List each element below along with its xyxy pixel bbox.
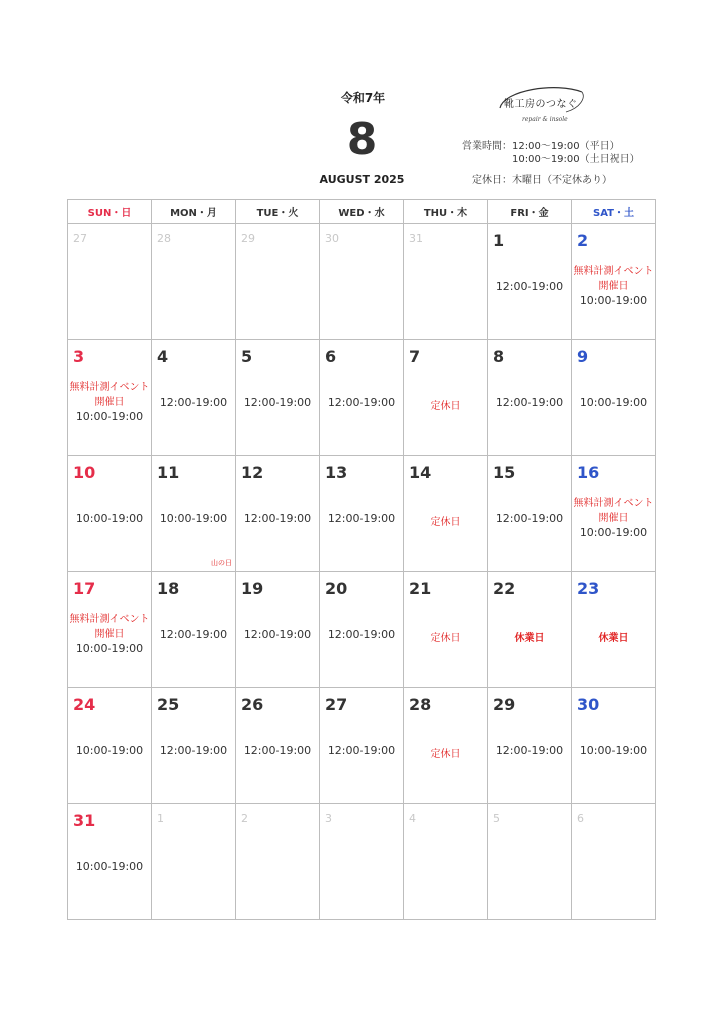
day-number: 29 — [241, 232, 255, 245]
day-number: 12 — [241, 463, 264, 482]
calendar-body — [68, 224, 656, 920]
weekday-fri: FRI・金 — [488, 200, 572, 224]
business-hours-weekday: 営業時間：12:00～19:00（平日） — [462, 141, 620, 152]
day-cell — [572, 572, 656, 688]
day-cell — [236, 804, 320, 920]
day-cell — [68, 572, 152, 688]
day-cell — [404, 688, 488, 804]
day-cell — [68, 804, 152, 920]
day-number: 3 — [73, 347, 85, 366]
logo-subtext: repair & insole — [522, 116, 568, 123]
holiday-label: 休業日 — [598, 633, 629, 644]
day-cell — [152, 456, 236, 572]
opening-hours: 10:00-19:00 — [75, 410, 144, 423]
opening-hours: 12:00-19:00 — [327, 628, 396, 641]
opening-hours: 12:00-19:00 — [495, 512, 564, 525]
event-title: 無料計測イベント — [573, 498, 654, 509]
day-number: 1 — [493, 231, 505, 250]
day-cell — [488, 572, 572, 688]
day-cell — [320, 688, 404, 804]
opening-hours: 12:00-19:00 — [327, 512, 396, 525]
day-number: 16 — [577, 463, 600, 482]
day-cell — [320, 340, 404, 456]
day-cell — [320, 804, 404, 920]
day-number: 19 — [241, 579, 264, 598]
day-number: 21 — [409, 579, 432, 598]
day-cell — [488, 340, 572, 456]
opening-hours: 12:00-19:00 — [495, 396, 564, 409]
day-cell — [236, 340, 320, 456]
day-cell — [404, 224, 488, 340]
day-number: 2 — [241, 812, 248, 825]
opening-hours: 10:00-19:00 — [579, 396, 648, 409]
day-number: 2 — [577, 231, 589, 250]
opening-hours: 12:00-19:00 — [495, 744, 564, 757]
day-cell — [488, 688, 572, 804]
weekday-wed: WED・水 — [320, 200, 404, 224]
day-cell — [488, 224, 572, 340]
opening-hours: 12:00-19:00 — [495, 280, 564, 293]
opening-hours: 10:00-19:00 — [579, 744, 648, 757]
day-cell — [152, 688, 236, 804]
month-number: 8 — [346, 114, 378, 165]
month-english: AUGUST 2025 — [319, 173, 405, 186]
day-number: 22 — [493, 579, 516, 598]
calendar-week-row — [68, 688, 656, 804]
day-number: 1 — [157, 812, 164, 825]
opening-hours: 10:00-19:00 — [579, 294, 648, 307]
day-number: 31 — [409, 232, 423, 245]
opening-hours: 10:00-19:00 — [159, 512, 228, 525]
opening-hours: 10:00-19:00 — [75, 642, 144, 655]
day-number: 23 — [577, 579, 600, 598]
opening-hours: 10:00-19:00 — [75, 744, 144, 757]
day-number: 20 — [325, 579, 348, 598]
day-number: 30 — [325, 232, 339, 245]
weekday-thu: THU・木 — [404, 200, 488, 224]
day-cell — [152, 572, 236, 688]
calendar-grid — [67, 199, 656, 920]
day-number: 26 — [241, 695, 264, 714]
event-label — [68, 380, 151, 410]
calendar-week-row — [68, 456, 656, 572]
opening-hours: 10:00-19:00 — [75, 860, 144, 873]
day-number: 25 — [157, 695, 180, 714]
event-label — [572, 496, 655, 526]
day-number: 3 — [325, 812, 332, 825]
day-number: 4 — [409, 812, 416, 825]
day-number: 6 — [577, 812, 584, 825]
day-cell — [572, 456, 656, 572]
day-cell — [404, 572, 488, 688]
day-number: 13 — [325, 463, 348, 482]
day-cell — [320, 572, 404, 688]
logo-text: 靴工房のつなぐ — [504, 99, 578, 110]
opening-hours: 12:00-19:00 — [243, 628, 312, 641]
calendar-week-row — [68, 340, 656, 456]
day-cell — [152, 224, 236, 340]
day-number: 11 — [157, 463, 180, 482]
day-cell — [404, 340, 488, 456]
weekday-tue: TUE・火 — [236, 200, 320, 224]
day-cell — [488, 804, 572, 920]
day-cell — [572, 340, 656, 456]
closed-day-label: 定休日 — [430, 633, 461, 644]
opening-hours: 12:00-19:00 — [243, 512, 312, 525]
opening-hours: 10:00-19:00 — [75, 512, 144, 525]
opening-hours: 12:00-19:00 — [159, 628, 228, 641]
day-number: 10 — [73, 463, 96, 482]
day-number: 18 — [157, 579, 180, 598]
day-number: 5 — [241, 347, 253, 366]
day-cell — [572, 224, 656, 340]
holiday-label: 休業日 — [514, 633, 545, 644]
weekday-mon: MON・月 — [152, 200, 236, 224]
closed-day-label: 定休日 — [430, 401, 461, 412]
day-cell — [68, 340, 152, 456]
event-label — [572, 264, 655, 294]
day-number: 27 — [325, 695, 348, 714]
day-cell — [68, 456, 152, 572]
day-number: 29 — [493, 695, 516, 714]
day-cell — [488, 456, 572, 572]
day-number: 4 — [157, 347, 169, 366]
day-cell — [236, 688, 320, 804]
event-subtitle: 開催日 — [598, 281, 629, 292]
day-number: 30 — [577, 695, 600, 714]
opening-hours: 12:00-19:00 — [159, 396, 228, 409]
day-cell — [68, 224, 152, 340]
day-cell — [404, 456, 488, 572]
opening-hours: 12:00-19:00 — [243, 744, 312, 757]
day-number: 14 — [409, 463, 432, 482]
opening-hours: 10:00-19:00 — [579, 526, 648, 539]
day-number: 24 — [73, 695, 96, 714]
business-hours-weekend: 10:00～19:00（土日祝日） — [512, 154, 640, 165]
day-cell — [404, 804, 488, 920]
event-subtitle: 開催日 — [94, 629, 125, 640]
day-cell — [152, 804, 236, 920]
day-cell — [236, 224, 320, 340]
day-cell — [572, 804, 656, 920]
day-cell — [152, 340, 236, 456]
day-cell — [572, 688, 656, 804]
era-year: 令和7年 — [340, 91, 386, 105]
closed-day-label: 定休日 — [430, 517, 461, 528]
calendar-week-row — [68, 224, 656, 340]
shop-logo — [496, 84, 588, 126]
day-cell — [236, 572, 320, 688]
day-number: 28 — [409, 695, 432, 714]
weekday-sat: SAT・土 — [572, 200, 656, 224]
day-number: 9 — [577, 347, 589, 366]
regular-closing-day: 定休日：木曜日（不定休あり） — [472, 175, 612, 186]
day-number: 27 — [73, 232, 87, 245]
day-number: 8 — [493, 347, 505, 366]
day-cell — [320, 224, 404, 340]
day-cell — [68, 688, 152, 804]
weekday-header-row — [68, 200, 656, 224]
event-title: 無料計測イベント — [69, 382, 150, 393]
day-number: 7 — [409, 347, 421, 366]
calendar-week-row — [68, 572, 656, 688]
calendar-week-row — [68, 804, 656, 920]
day-number: 6 — [325, 347, 337, 366]
day-number: 28 — [157, 232, 171, 245]
day-cell — [320, 456, 404, 572]
public-holiday-note: 山の日 — [211, 559, 232, 567]
day-number: 31 — [73, 811, 96, 830]
day-number: 17 — [73, 579, 96, 598]
opening-hours: 12:00-19:00 — [327, 744, 396, 757]
event-title: 無料計測イベント — [573, 266, 654, 277]
day-number: 5 — [493, 812, 500, 825]
closed-day-label: 定休日 — [430, 749, 461, 760]
event-title: 無料計測イベント — [69, 614, 150, 625]
event-subtitle: 開催日 — [94, 397, 125, 408]
day-number: 15 — [493, 463, 516, 482]
weekday-sun: SUN・日 — [68, 200, 152, 224]
opening-hours: 12:00-19:00 — [159, 744, 228, 757]
event-subtitle: 開催日 — [598, 513, 629, 524]
opening-hours: 12:00-19:00 — [327, 396, 396, 409]
opening-hours: 12:00-19:00 — [243, 396, 312, 409]
day-cell — [236, 456, 320, 572]
event-label — [68, 612, 151, 642]
